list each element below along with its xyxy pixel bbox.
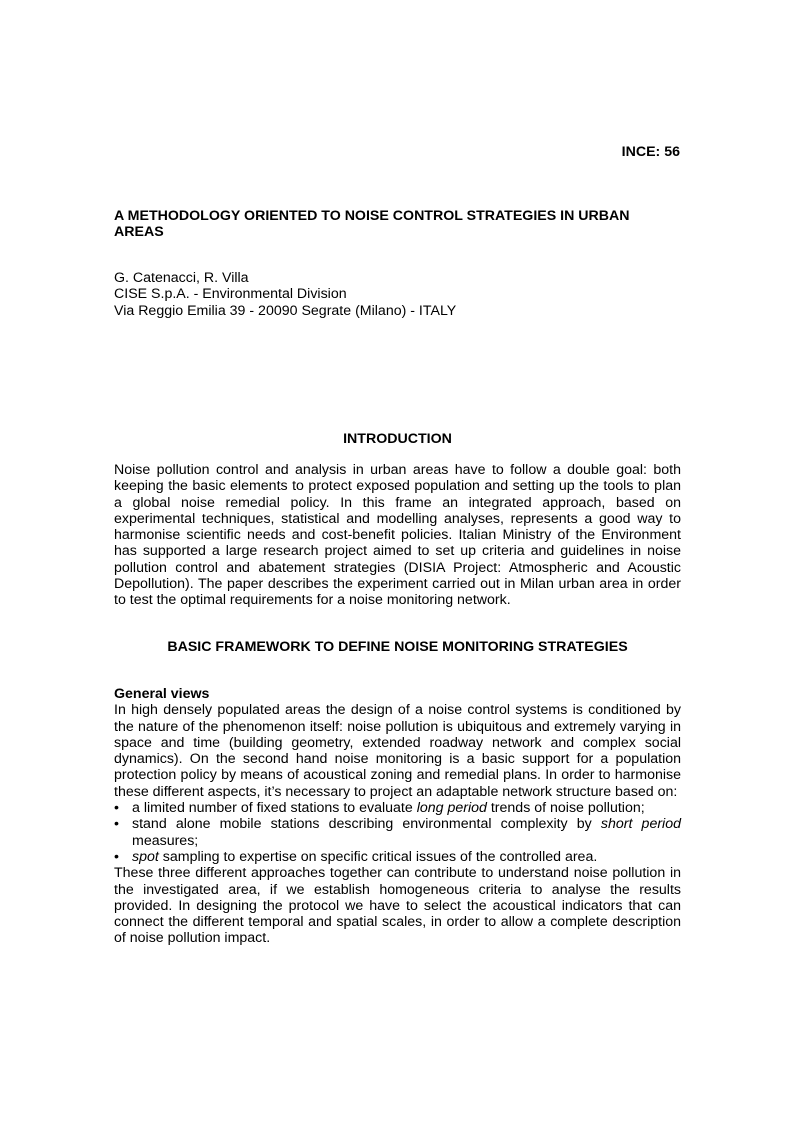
list-item-emphasis: short period — [600, 816, 681, 833]
list-item-text: a limited number of fixed stations to evaluate — [132, 800, 417, 817]
bullet-icon: • — [114, 800, 119, 817]
framework-section — [114, 686, 681, 947]
list-item-emphasis: spot — [132, 848, 159, 865]
subsection-heading-general-views: General views — [114, 686, 210, 702]
bullet-icon: • — [114, 848, 119, 865]
list-item-text: sampling to expertise on specific critical issues of the controlled area. — [158, 848, 598, 865]
framework-paragraph: In high densely populated areas the design of a noise control systems is conditioned by the nature of the phenomenon itself: noise pollution is ubiquitous and extremely varying in space and time (building geometry, extended roadway network and complex social dynamics). On the second hand noise monitoring is a basic support for a population protection policy by means of acoustical zoning and remedial plans. In order to harmonise these different aspects, it’s necessary to project an adaptable network structure based on: — [114, 702, 681, 800]
introduction-paragraph: Noise pollution control and analysis in urban areas have to follow a double goal: both keeping the basic elements to protect exposed population and setting up the tools to plan a global noise remedial policy. In this frame an integrated approach, based on experimental techniques, statistical and modelling analyses, represents a good way to harmonise scientific needs and cost-benefit policies. Italian Ministry of the Environment has supported a large research project aimed to set up criteria and guidelines in noise pollution control and abatement strategies (DISIA Project: Atmospheric and Acoustic Depollution). The paper describes the experiment carried out in Milan urban area in order to test the optimal requirements for a noise monitoring network. — [114, 462, 681, 609]
list-item-text: measures; — [132, 832, 199, 849]
paper-title: A METHODOLOGY ORIENTED TO NOISE CONTROL STRATEGIES IN URBAN AREAS — [114, 208, 630, 241]
author-address: Via Reggio Emilia 39 - 20090 Segrate (Milano) - ITALY — [114, 302, 457, 319]
author-affiliation: CISE S.p.A. - Environmental Division — [114, 286, 347, 303]
bullet-icon: • — [114, 816, 119, 833]
section-heading-framework: BASIC FRAMEWORK TO DEFINE NOISE MONITORING STRATEGIES — [167, 639, 628, 655]
author-block — [114, 270, 681, 319]
closing-paragraph: These three different approaches together can contribute to understand noise pollution in the investigated area, if we establish homogeneous criteria to analyse the results provided. In designing the protocol we have to select the acoustical indicators that can connect the different temporal and spatial scales, in order to allow a complete description of noise pollution impact. — [114, 865, 681, 947]
list-item — [114, 800, 681, 816]
list-item-text: stand alone mobile stations describing environmental complexity by — [132, 816, 601, 833]
list-item — [114, 816, 681, 849]
paper-reference: INCE: 56 — [621, 144, 680, 160]
list-item — [114, 849, 681, 865]
author-names: G. Catenacci, R. Villa — [114, 270, 249, 286]
section-heading-introduction: INTRODUCTION — [343, 431, 452, 447]
list-item-emphasis: long period — [416, 800, 487, 817]
strategy-list — [114, 800, 681, 865]
list-item-text: trends of noise pollution; — [486, 800, 645, 817]
